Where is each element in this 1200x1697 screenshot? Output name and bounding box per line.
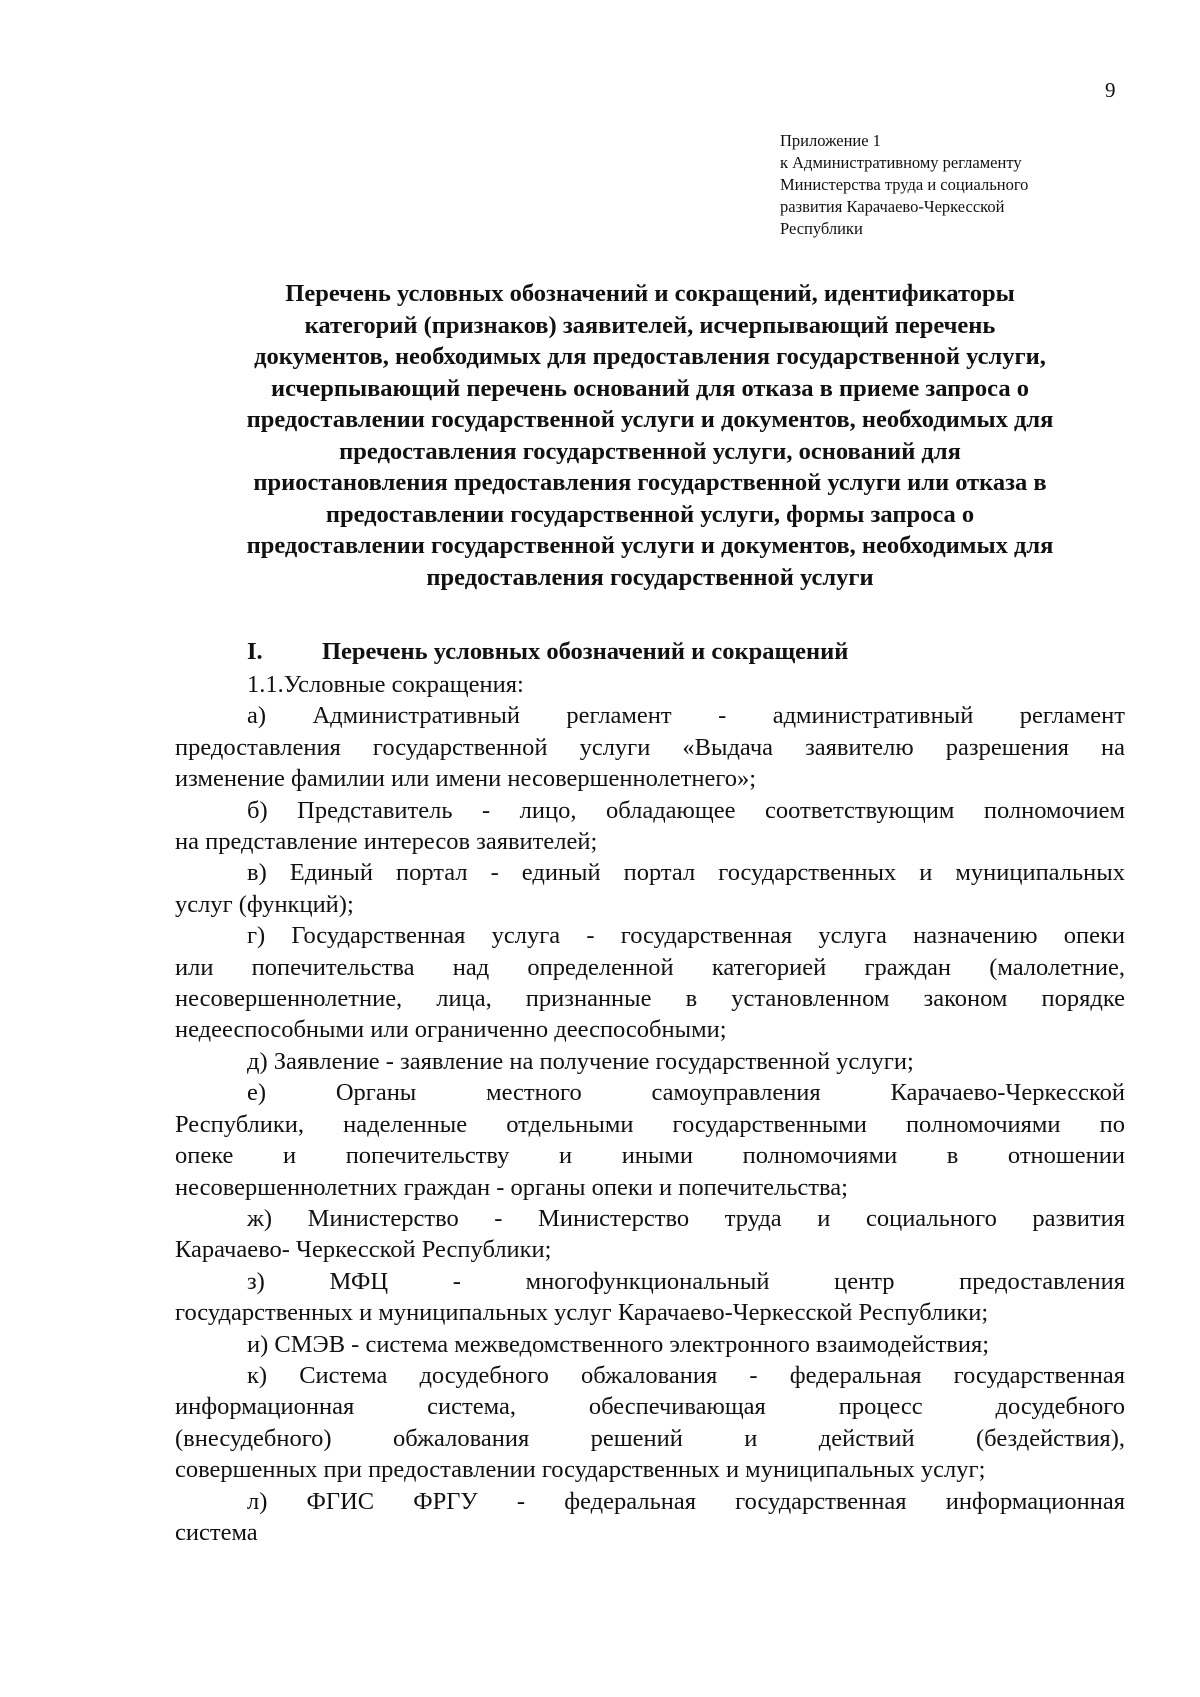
page-number: 9 bbox=[1105, 78, 1116, 102]
section-number: I. bbox=[247, 638, 263, 665]
title-line: исчерпывающий перечень оснований для отказа в приеме запроса о bbox=[271, 374, 1029, 402]
title-line: предоставлении государственной услуги и документов, необходимых для bbox=[246, 406, 1054, 433]
appendix-line: Приложение 1 bbox=[780, 131, 881, 150]
abbreviation-item-line: опеке и попечительству и иными полномочиями в отношении bbox=[175, 1142, 1125, 1170]
abbreviation-item-line: информационная система, обеспечивающая процесс досудебного bbox=[175, 1393, 1125, 1421]
abbreviation-item-line: в) Единый портал - единый портал государственных и муниципальных bbox=[247, 859, 1125, 887]
abbreviation-item-line: совершенных при предоставлении государственных и муниципальных услуг; bbox=[175, 1456, 986, 1484]
abbreviation-item-line: е) Органы местного самоуправления Карачаево-Черкесской bbox=[247, 1079, 1125, 1107]
section-heading bbox=[247, 638, 848, 666]
title-line: Перечень условных обозначений и сокращений, идентификаторы bbox=[285, 280, 1015, 307]
abbreviation-item-line: изменение фамилии или имени несовершеннолетнего»; bbox=[175, 765, 757, 793]
abbreviation-item-line: г) Государственная услуга - государственная услуга назначению опеки bbox=[247, 922, 1125, 950]
document-title bbox=[170, 278, 1130, 593]
abbreviation-item bbox=[175, 795, 1125, 858]
document-body bbox=[175, 669, 1125, 1548]
abbreviation-item-line: к) Система досудебного обжалования - федеральная государственная bbox=[247, 1361, 1125, 1389]
abbreviation-item bbox=[175, 1203, 1125, 1266]
abbreviation-item bbox=[175, 1360, 1125, 1486]
abbreviation-item-line: з) МФЦ - многофункциональный центр предоставления bbox=[247, 1267, 1125, 1295]
abbreviation-item-line: услуг (функций); bbox=[175, 890, 354, 918]
abbreviation-item-line: Республики, наделенные отдельными государственными полномочиями по bbox=[175, 1110, 1125, 1138]
abbreviation-item bbox=[175, 1046, 1125, 1077]
section-title: Перечень условных обозначений и сокращений bbox=[322, 638, 849, 665]
title-line: приостановления предоставления государственной услуги или отказа в bbox=[253, 469, 1047, 496]
abbreviation-list bbox=[175, 700, 1125, 1548]
abbreviation-item-line: недееспособными или ограниченно дееспособными; bbox=[175, 1016, 727, 1044]
abbreviation-item bbox=[175, 920, 1125, 1046]
title-line: предоставлении государственной услуги, формы запроса о bbox=[325, 500, 975, 528]
abbreviation-item-line: государственных и муниципальных услуг Карачаево-Черкесской Республики; bbox=[175, 1299, 989, 1327]
abbreviation-item-line: несовершеннолетние, лица, признанные в установленном законом порядке bbox=[175, 985, 1125, 1013]
abbreviation-item bbox=[175, 700, 1125, 794]
abbreviation-item-line: на представление интересов заявителей; bbox=[175, 828, 598, 856]
appendix-line: развития Карачаево-Черкесской bbox=[780, 197, 1005, 216]
abbreviation-item bbox=[175, 1329, 1125, 1360]
appendix-reference bbox=[780, 130, 1110, 240]
appendix-line: Республики bbox=[780, 219, 863, 238]
abbreviation-item-line: д) Заявление - заявление на получение государственной услуги; bbox=[247, 1047, 914, 1075]
abbreviation-item-line: Карачаево- Черкесской Республики; bbox=[175, 1236, 552, 1264]
appendix-line: к Административному регламенту bbox=[780, 153, 1022, 172]
abbreviation-item-line: предоставления государственной услуги «Выдача заявителю разрешения на bbox=[175, 733, 1125, 761]
title-line: документов, необходимых для предоставления государственной услуги, bbox=[254, 343, 1046, 370]
abbreviation-item-line: и) СМЭВ - система межведомственного электронного взаимодействия; bbox=[247, 1330, 990, 1358]
abbreviation-item-line: б) Представитель - лицо, обладающее соответствующим полномочием bbox=[247, 796, 1125, 824]
abbreviation-item-line: а) Административный регламент - административный регламент bbox=[247, 702, 1125, 730]
abbreviation-item-line: или попечительства над определенной категорией граждан (малолетние, bbox=[175, 953, 1125, 981]
title-line: категорий (признаков) заявителей, исчерпывающий перечень bbox=[304, 311, 996, 339]
abbreviation-item bbox=[175, 1266, 1125, 1329]
abbreviation-item-line: система bbox=[175, 1518, 258, 1546]
abbreviation-item bbox=[175, 857, 1125, 920]
appendix-line: Министерства труда и социального bbox=[780, 175, 1029, 194]
abbreviation-item-line: (внесудебного) обжалования решений и действий (бездействия), bbox=[175, 1424, 1125, 1452]
title-line: предоставлении государственной услуги и документов, необходимых для bbox=[246, 532, 1054, 559]
abbreviation-item-line: ж) Министерство - Министерство труда и социального развития bbox=[247, 1204, 1125, 1232]
abbreviation-item bbox=[175, 1077, 1125, 1203]
abbreviation-item-line: несовершеннолетних граждан - органы опеки и попечительства; bbox=[175, 1173, 848, 1201]
title-line: предоставления государственной услуги bbox=[426, 563, 874, 591]
abbreviation-item bbox=[175, 1486, 1125, 1549]
title-line: предоставления государственной услуги, оснований для bbox=[339, 437, 961, 465]
subsection-heading: 1.1.Условные сокращения: bbox=[247, 671, 524, 698]
abbreviation-item-line: л) ФГИС ФРГУ - федеральная государственная информационная bbox=[247, 1487, 1125, 1515]
